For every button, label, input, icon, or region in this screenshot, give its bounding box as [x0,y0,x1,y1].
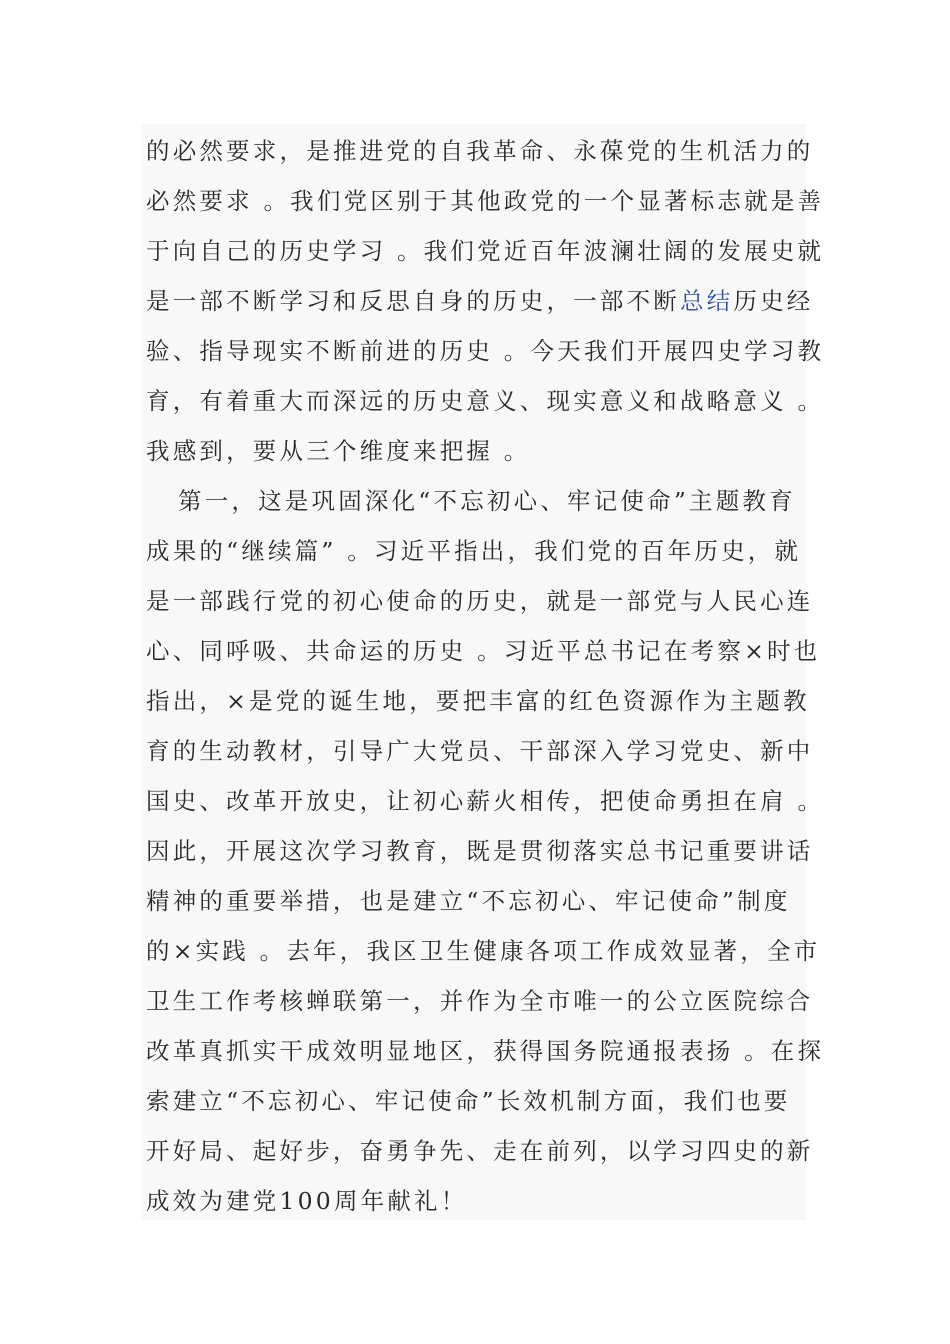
text-line: 我感到，要从三个维度来把握 。 [146,437,531,465]
text-segment: 是一部不断学习和反思自身的历史，一部不断 [146,287,680,315]
summary-link[interactable]: 总结 [680,287,734,315]
text-line: 育的生动教材，引导广大党员、干部深入学习党史、新中 [146,737,814,765]
text-line [146,276,814,326]
text-line: 指出，×是党的诞生地，要把丰富的红色资源作为主题教 [146,687,810,715]
text-line: 育，有着重大而深远的历史意义、现实意义和战略意义 。 [146,387,825,415]
text-line: 的×实践 。去年，我区卫生健康各项工作成效显著，全市 [146,937,821,965]
text-line: 索建立“不忘初心、牢记使命”长效机制方面，我们也要 [146,1087,791,1115]
text-line: 于向自己的历史学习 。我们党近百年波澜壮阔的发展史就 [146,237,825,265]
text-line: 因此，开展这次学习教育，既是贯彻落实总书记重要讲话 [146,837,814,865]
text-segment: 历史经 [733,287,814,315]
text-line: 必然要求 。我们党区别于其他政党的一个显著标志就是善 [146,187,825,215]
text-line: 成果的“继续篇” 。习近平指出，我们党的百年历史，就 [146,537,802,565]
text-line: 开好局、起好步，奋勇争先、走在前列，以学习四史的新 [146,1137,814,1165]
text-line: 是一部践行党的初心使命的历史，就是一部党与人民心连 [146,587,814,615]
text-line: 精神的重要举措，也是建立“不忘初心、牢记使命”制度 [146,887,791,915]
text-line: 改革真抓实干成效明显地区，获得国务院通报表扬 。在探 [146,1037,825,1065]
text-line: 心、同呼吸、共命运的历史 。习近平总书记在考察×时也 [146,637,821,665]
text-line: 国史、改革开放史，让初心薪火相传，把使命勇担在肩 。 [146,787,825,815]
text-line: 验、指导现实不断前进的历史 。今天我们开展四史学习教 [146,337,825,365]
text-line: 成效为建党100周年献礼！ [146,1187,468,1215]
text-line: 的必然要求，是推进党的自我革命、永葆党的生机活力的 [146,137,814,165]
text-line: 卫生工作考核蝉联第一，并作为全市唯一的公立医院综合 [146,987,814,1015]
paragraph-first-line: 第一，这是巩固深化“不忘初心、牢记使命”主题教育 [178,487,796,515]
document-text-block [142,124,825,1220]
